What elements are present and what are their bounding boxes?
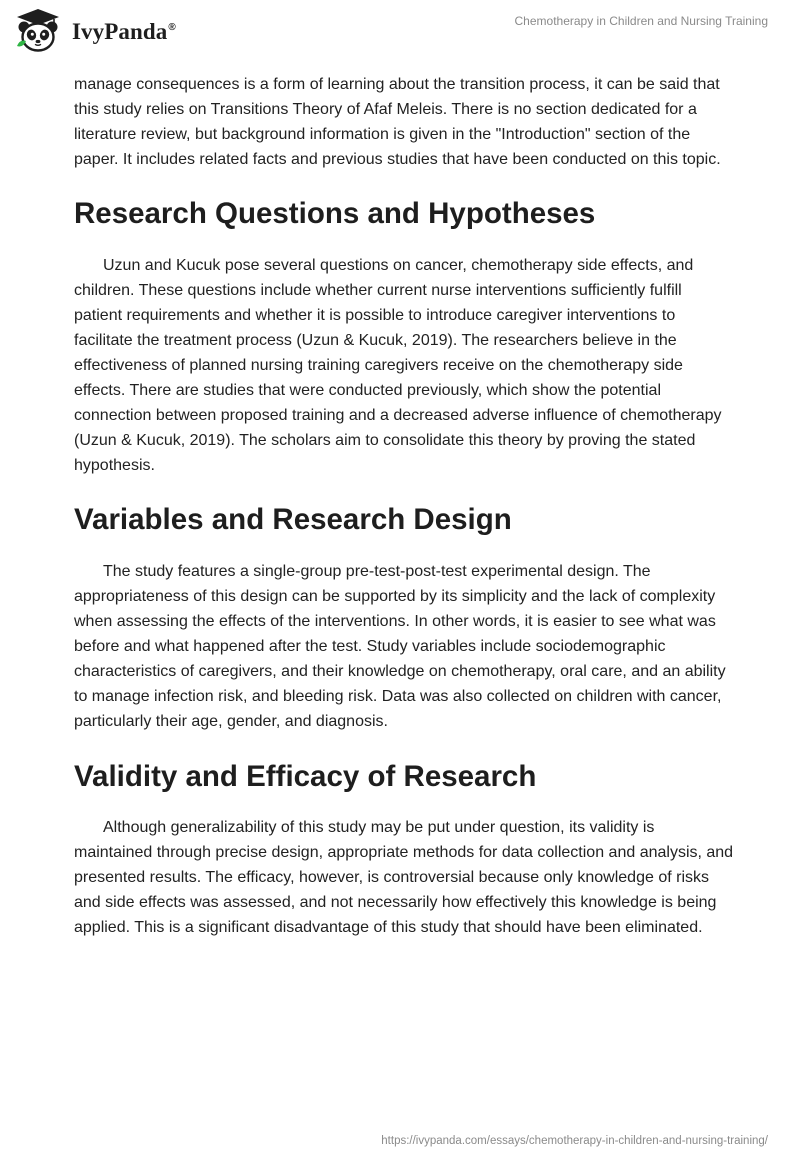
ivypanda-logo[interactable] (14, 8, 176, 54)
intro-paragraph: manage consequences is a form of learning about the transition process, it can be said that this study relies on Transitions Theory of Afaf Meleis. There is no section dedicated for a literature review, but background information is given in the "Introduction" section of the paper. It includes related facts and previous studies that have been conducted on this topic. (74, 76, 721, 168)
document-title: Chemotherapy in Children and Nursing Training (514, 14, 768, 28)
section-heading-variables-design: Variables and Research Design (74, 503, 512, 536)
source-url[interactable]: https://ivypanda.com/essays/chemotherapy-in-children-and-nursing-training/ (381, 1135, 768, 1147)
brand-name: IvyPanda® (72, 19, 176, 44)
section-body-research-questions: Uzun and Kucuk pose several questions on cancer, chemotherapy side effects, and children. These questions include whether current nurse interventions sufficiently fulfill patient requirements and whether it is possible to introduce caregiver interventions to facilitate the treatment process (Uzun & Kucuk, 2019). The researchers believe in the effectiveness of planned nursing training caregivers receive on the chemotherapy side effects. There are studies that were conducted previously, which show the potential connection between proposed training and a decreased adverse influence of chemotherapy (Uzun & Kucuk, 2019). The scholars aim to consolidate this theory by proving the stated hypothesis. (74, 257, 722, 474)
registered-mark: ® (168, 22, 176, 34)
page-header (0, 0, 800, 62)
section-body-variables-design: The study features a single-group pre-test-post-test experimental design. The appropriateness of this design can be supported by its simplicity and the lack of complexity when assessing the effects of the interventions. In other words, it is easier to see what was before and what happened after the test. Study variables include sociodemographic characteristics of caregivers, and their knowledge on chemotherapy, oral care, and an ability to manage infection risk, and bleeding risk. Data was also collected on children with cancer, particularly their age, gender, and diagnosis. (74, 563, 726, 730)
essay-content (74, 72, 734, 940)
section-body-validity-efficacy: Although generalizability of this study may be put under question, its validity is maintained through precise design, appropriate methods for data collection and analysis, and presented results. The efficacy, however, is controversial because only knowledge of risks and side effects was assessed, and not necessarily how effectively this knowledge is being applied. This is a significant disadvantage of this study that should have been eliminated. (74, 819, 734, 936)
section-heading-validity-efficacy: Validity and Efficacy of Research (74, 760, 537, 793)
section-heading-research-questions: Research Questions and Hypotheses (74, 197, 596, 230)
panda-graduate-icon (14, 8, 62, 54)
